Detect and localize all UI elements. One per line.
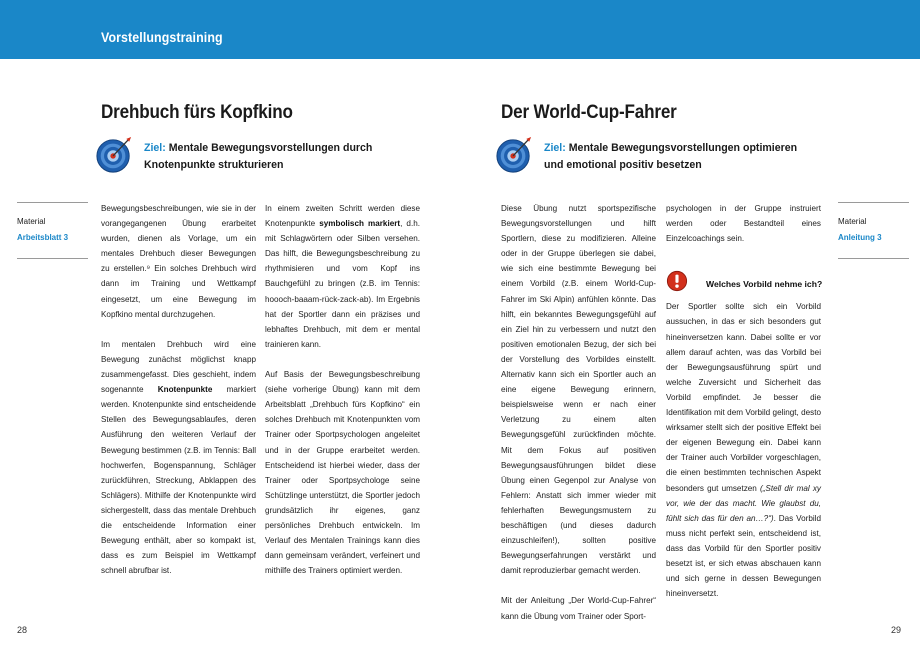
goal-text-line2: und emotional positiv besetzen — [544, 159, 702, 171]
material-worksheet-link[interactable]: Arbeitsblatt 3 — [17, 233, 69, 242]
material-label: Material — [17, 217, 46, 226]
text-span: . Das Vorbild muss nicht perfekt sein, entscheidend ist, dass das Vorbild für den Sportler positiv besetzt ist, er sich etwas abschauen kann und sich gerne in dessen Bewegungen hineinversetzt. — [666, 513, 821, 599]
right-column-2 — [666, 201, 821, 616]
left-goal — [144, 140, 372, 174]
italic-quote: („Stell dir mal xy vor, wie der das macht. Wie glaubst du, fühlt sich das für den an…?“) — [666, 483, 821, 523]
text-span: , d.h. mit Schlagwörtern oder Silben versehen. Das hilft, die Bewegungsbeschreibung zu rhythmisieren und vom Kopf ins Bauchgefühl zu bringen (z.B. im Tennis: hoooch-baaam-rück-zack-ab). Im Ergebnis hat der Sportler dann ein präzises und lebhaftes Drehbuch, mit dem er mental trainieren kann. — [265, 219, 420, 349]
left-material-box — [17, 202, 88, 259]
material-label: Material — [838, 217, 867, 226]
paragraph: psychologen in der Gruppe instruiert werden oder Bestandteil eines Einzelcoachings sein. — [666, 204, 821, 244]
header-bar — [0, 0, 920, 59]
paragraph: Auf Basis der Bewegungsbeschreibung (siehe vorherige Übung) kann mit dem Arbeitsblatt „Drehbuch fürs Kopfkino“ ein solches Drehbuch mit Knotenpunkten vom Trainer oder Sportpsychologen angeleitet und in der Gruppe erarbeitet werden. Entscheidend ist hierbei wieder, dass der Trainer oder Sportpsychologe seine Schützlinge unterstützt, die Sportler jedoch grundsätzlich ihr eigenes, ganz persönliches Drehbuch entwickeln. Im Verlauf des Mentalen Trainings kann dies dann gemeinsam verändert, verfeinert und mithilfe des Trainers optimiert werden. — [265, 370, 420, 576]
right-page-title: Der World-Cup-Fahrer — [501, 102, 677, 123]
goal-text-line1: Mentale Bewegungsvorstellungen optimieren — [568, 142, 798, 154]
paragraph: Mit der Anleitung „Der World-Cup-Fahrer“ kann die Übung vom Trainer oder Sport- — [501, 596, 656, 621]
dartboard-target-icon — [95, 136, 133, 174]
text-span: Im mentalen Drehbuch wird eine Bewegung zunächst möglichst knapp zusammengefasst. Dies geschieht, indem sogenannte — [101, 339, 256, 395]
text-span: In einem zweiten Schritt werden diese Knotenpunkte — [265, 204, 420, 229]
right-column-1 — [501, 201, 656, 639]
bold-term: symbolisch markiert — [319, 219, 401, 229]
goal-label: Ziel: — [144, 142, 166, 154]
paragraph: Diese Übung nutzt sportspezifische Bewegungsvorstellungen und hilft Sportlern, diese zu modifizieren. Alleine oder in der Gruppe überlegen sie dabei, wie sich eine bestimmte Bewegung bei einem Vorbild (z.B. einem World-Cup-Fahrer im Ski Alpin) anfühlen könnte. Das hilft, ein bekanntes Bewegungsgefühl auf ein Ziel hin zu verbessern und nutzt den positiven emotionalen Bezug, der sich bei der Vorstellung des Vorbildes einstellt. Alternativ kann sich ein Sportler auch an eine eigene Bewegung erinnern, beispielsweise wenn er nach einer Verletzung zu einem alten Bewegungsgefühl zurückfinden möchte. Mit dem Fokus auf positiven Bewegungsausführungen bildet diese Übung einen Gegenpol zur Analyse von Fehlern: Anstatt sich immer wieder mit fehlerhaften Bewegungsmustern zu beschäftigen (und dieses dadurch einzuschleifen!), sollten positive Bewegungserfahrungen verstärkt und damit reproduzierbar gemacht werden. — [501, 204, 656, 576]
paragraph — [101, 337, 256, 579]
left-column-2 — [265, 201, 420, 593]
page-number-left: 28 — [17, 625, 28, 635]
dartboard-target-icon — [495, 136, 533, 174]
exclamation-icon — [666, 270, 688, 292]
paragraph — [265, 201, 420, 352]
goal-text-line2: Knotenpunkte strukturieren — [144, 159, 284, 171]
left-page-title: Drehbuch fürs Kopfkino — [101, 102, 293, 123]
material-instructions-link[interactable]: Anleitung 3 — [838, 233, 882, 242]
page-number-right: 29 — [891, 625, 902, 635]
goal-label: Ziel: — [544, 142, 566, 154]
text-span: Der Sportler sollte sich ein Vorbild aussuchen, in das er sich besonders gut hineinversetzen kann. Dabei sollte er vor allem darauf achten, was das Vorbild bei der Bewegungsausführung spürt und welche Zuversicht und Sicherheit das Vorbild empfindet. Je besser die Identifikation mit dem Vorbild gelingt, desto wirksamer stellt sich der positive Effekt bei der eigenen Bewegung ein. Dabei kann der Trainer auch Vorbilder vorgeschlagen, die einen bestimmten technischen Aspekt besonders gut umsetzen — [666, 302, 821, 493]
right-goal — [544, 140, 797, 174]
goal-text-line1: Mentale Bewegungsvorstellungen durch — [168, 142, 373, 154]
paragraph — [666, 299, 821, 601]
bold-term: Knotenpunkte — [157, 385, 213, 395]
question-heading: Welches Vorbild nehme ich? — [706, 279, 823, 289]
right-material-box — [838, 202, 909, 259]
section-title: Vorstellungstraining — [101, 30, 223, 45]
paragraph: Bewegungsbeschreibungen, wie sie in der vorangegangenen Übung erarbeitet wurden, dienen als Vorlage, um ein mentales Drehbuch dieser Bewegungen zu erstellen.⁹ Ein solches Drehbuch wird dann im Training und Wettkampf eingesetzt, um eine Bewegung im Kopfkino mental durchzugehen. — [101, 204, 256, 319]
text-span: markiert werden. Knotenpunkte sind entscheidende Stellen des Bewegungsablaufes, deren Ausführung den weiteren Verlauf der Bewegung bestimmen (z.B. im Tennis: Ball hochwerfen, Bogenspannung, Schläger zurückführen, Streckung, Abklappen des Schlägers). Mithilfe der Knotenpunkte wird sichergestellt, dass das mentale Drehbuch die entscheidende Information einer Bewegung enthält, aber so kompakt ist, dass es zum Beispiel im Wettkampf schnell abrufbar ist. — [101, 385, 256, 576]
left-column-1 — [101, 201, 256, 593]
